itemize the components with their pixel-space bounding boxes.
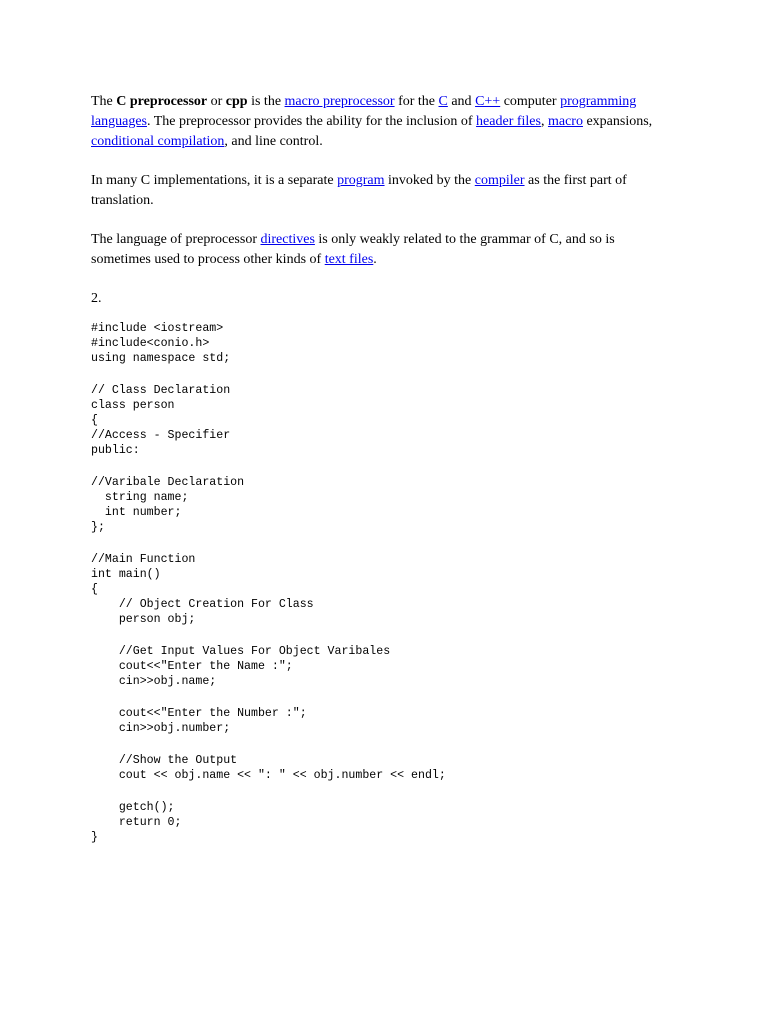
code-line: getch(); — [91, 801, 175, 814]
code-line: using namespace std; — [91, 352, 231, 365]
code-line: //Varibale Declaration — [91, 476, 245, 489]
code-line: // Class Declaration — [91, 384, 231, 397]
link-programming-languages[interactable]: programming languages — [91, 94, 637, 129]
text: for the — [394, 94, 439, 109]
paragraph-directives — [91, 230, 671, 270]
link-macro-preprocessor[interactable]: macro preprocessor — [284, 94, 395, 109]
code-gap — [91, 458, 446, 475]
code-line: return 0; — [91, 816, 182, 829]
text: or — [207, 94, 226, 109]
code-line: int number; — [91, 506, 182, 519]
code-line: int main() — [91, 568, 161, 581]
code-line: } — [91, 831, 98, 844]
bold-term-c-preprocessor: C preprocessor — [116, 94, 208, 109]
code-line: //Show the Output — [91, 754, 238, 767]
text: In many C implementations, it is a separate — [91, 173, 338, 188]
paragraph-implementations — [91, 171, 681, 211]
link-directives[interactable]: directives — [260, 232, 315, 247]
document-body — [91, 92, 691, 309]
code-line: class person — [91, 399, 175, 412]
link-program[interactable]: program — [337, 173, 385, 188]
text: The — [91, 94, 117, 109]
code-line: public: — [91, 444, 140, 457]
text: computer — [500, 94, 561, 109]
code-line: cout<<"Enter the Number :"; — [91, 707, 307, 720]
text: , — [540, 114, 548, 129]
text: , and line control. — [224, 134, 323, 149]
text: The language of preprocessor — [91, 232, 261, 247]
code-line: person obj; — [91, 613, 196, 626]
code-line: #include<conio.h> — [91, 337, 210, 350]
code-line: //Get Input Values For Object Varibales — [91, 645, 391, 658]
text: as the first part of translation. — [91, 173, 627, 208]
code-line: //Main Function — [91, 553, 196, 566]
code-line: //Access - Specifier — [91, 429, 231, 442]
code-line: { — [91, 583, 98, 596]
text: expansions, — [582, 114, 653, 129]
code-gap — [91, 627, 446, 644]
link-conditional-compilation[interactable]: conditional compilation — [91, 134, 225, 149]
code-line: #include <iostream> — [91, 322, 224, 335]
code-line: cin>>obj.name; — [91, 675, 217, 688]
code-line: cin>>obj.number; — [91, 722, 231, 735]
code-gap — [91, 783, 446, 800]
text: . — [373, 252, 377, 267]
code-gap — [91, 366, 446, 383]
text: is the — [247, 94, 285, 109]
text: and — [447, 94, 476, 109]
code-listing — [91, 321, 446, 845]
code-gap — [91, 736, 446, 753]
code-gap — [91, 535, 446, 552]
code-line: cout<<"Enter the Name :"; — [91, 660, 293, 673]
bold-term-cpp: cpp — [225, 94, 248, 109]
link-text-files[interactable]: text files — [324, 252, 374, 267]
text: . The preprocessor provides the ability for the inclusion of — [146, 114, 477, 129]
code-line: }; — [91, 521, 105, 534]
code-line: // Object Creation For Class — [91, 598, 314, 611]
link-header-files[interactable]: header files — [476, 114, 541, 129]
paragraph-intro — [91, 92, 691, 152]
code-line: cout << obj.name << ": " << obj.number << endl; — [91, 769, 446, 782]
text: is only weakly related to the grammar of C, and so is sometimes used to process other kinds of — [91, 232, 615, 267]
link-macro[interactable]: macro — [547, 114, 583, 129]
text: invoked by the — [384, 173, 475, 188]
code-line: { — [91, 414, 98, 427]
link-compiler[interactable]: compiler — [474, 173, 525, 188]
code-gap — [91, 689, 446, 706]
link-c[interactable]: C — [438, 94, 448, 109]
link-cpp[interactable]: C++ — [475, 94, 501, 109]
code-line: string name; — [91, 491, 189, 504]
section-number: 2. — [91, 291, 102, 306]
